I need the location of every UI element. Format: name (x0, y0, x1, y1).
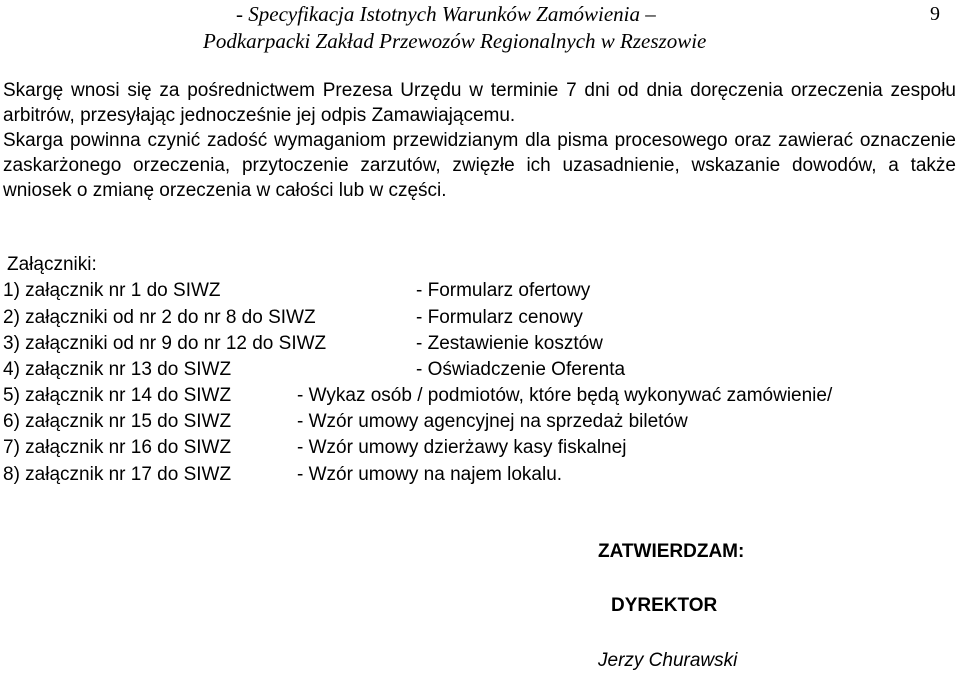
attachment-ref: 3) załączniki od nr 9 do nr 12 do SIWZ (3, 333, 327, 354)
attachment-ref: 4) załącznik nr 13 do SIWZ (3, 359, 232, 380)
body-text (3, 78, 956, 203)
attachment-ref: 2) załączniki od nr 2 do nr 8 do SIWZ (3, 307, 316, 328)
attachment-ref: 1) załącznik nr 1 do SIWZ (3, 280, 221, 301)
attachment-item (3, 409, 956, 435)
attachment-item (3, 305, 956, 331)
attachment-desc: - Oświadczenie Oferenta (416, 359, 626, 380)
attachment-desc: - Wzór umowy agencyjnej na sprzedaż biletów (297, 411, 688, 432)
approval-label: ZATWIERDZAM: (598, 541, 745, 562)
attachment-item (3, 331, 956, 357)
signatory-role: DYREKTOR (611, 595, 718, 616)
header-document-title: - Specyfikacja Istotnych Warunków Zamówienia – (236, 2, 656, 26)
attachment-desc: - Formularz ofertowy (416, 280, 591, 301)
attachment-ref: 6) załącznik nr 15 do SIWZ (3, 411, 232, 432)
attachment-item (3, 383, 956, 409)
attachment-ref: 5) załącznik nr 14 do SIWZ (3, 385, 232, 406)
attachment-desc: - Zestawienie kosztów (416, 333, 603, 354)
attachment-ref: 8) załącznik nr 17 do SIWZ (3, 464, 232, 485)
attachment-desc: - Formularz cenowy (416, 307, 583, 328)
attachment-desc: - Wzór umowy na najem lokalu. (297, 464, 563, 485)
attachment-item (3, 435, 956, 461)
page-header (0, 0, 960, 62)
paragraph-complaint-filing: Skargę wnosi się za pośrednictwem Prezesa Urzędu w terminie 7 dni od dnia doręczenia orzeczenia zespołu arbitrów, przesyłając jednocześnie jej odpis Zamawiającemu. (3, 80, 956, 126)
attachment-desc: - Wykaz osób / podmiotów, które będą wykonywać zamówienie/ (297, 385, 833, 406)
attachments-heading: Załączniki: (7, 254, 97, 275)
attachment-ref: 7) załącznik nr 16 do SIWZ (3, 437, 232, 458)
signatory-name: Jerzy Churawski (598, 650, 738, 671)
attachment-item (3, 462, 956, 488)
attachment-desc: - Wzór umowy dzierżawy kasy fiskalnej (297, 437, 627, 458)
header-organization-name: Podkarpacki Zakład Przewozów Regionalnych w Rzeszowie (203, 29, 707, 53)
attachment-item (3, 357, 956, 383)
paragraph-complaint-requirements: Skarga powinna czynić zadość wymaganiom przewidzianym dla pisma procesowego oraz zawierać oznaczenie zaskarżonego orzeczenia, przytoczenie zarzutów, zwięzłe ich uzasadnienie, wskazanie dowodów, a także wniosek o zmianę orzeczenia w całości lub w części. (3, 130, 956, 201)
attachment-item (3, 278, 956, 304)
page-number: 9 (930, 3, 940, 25)
